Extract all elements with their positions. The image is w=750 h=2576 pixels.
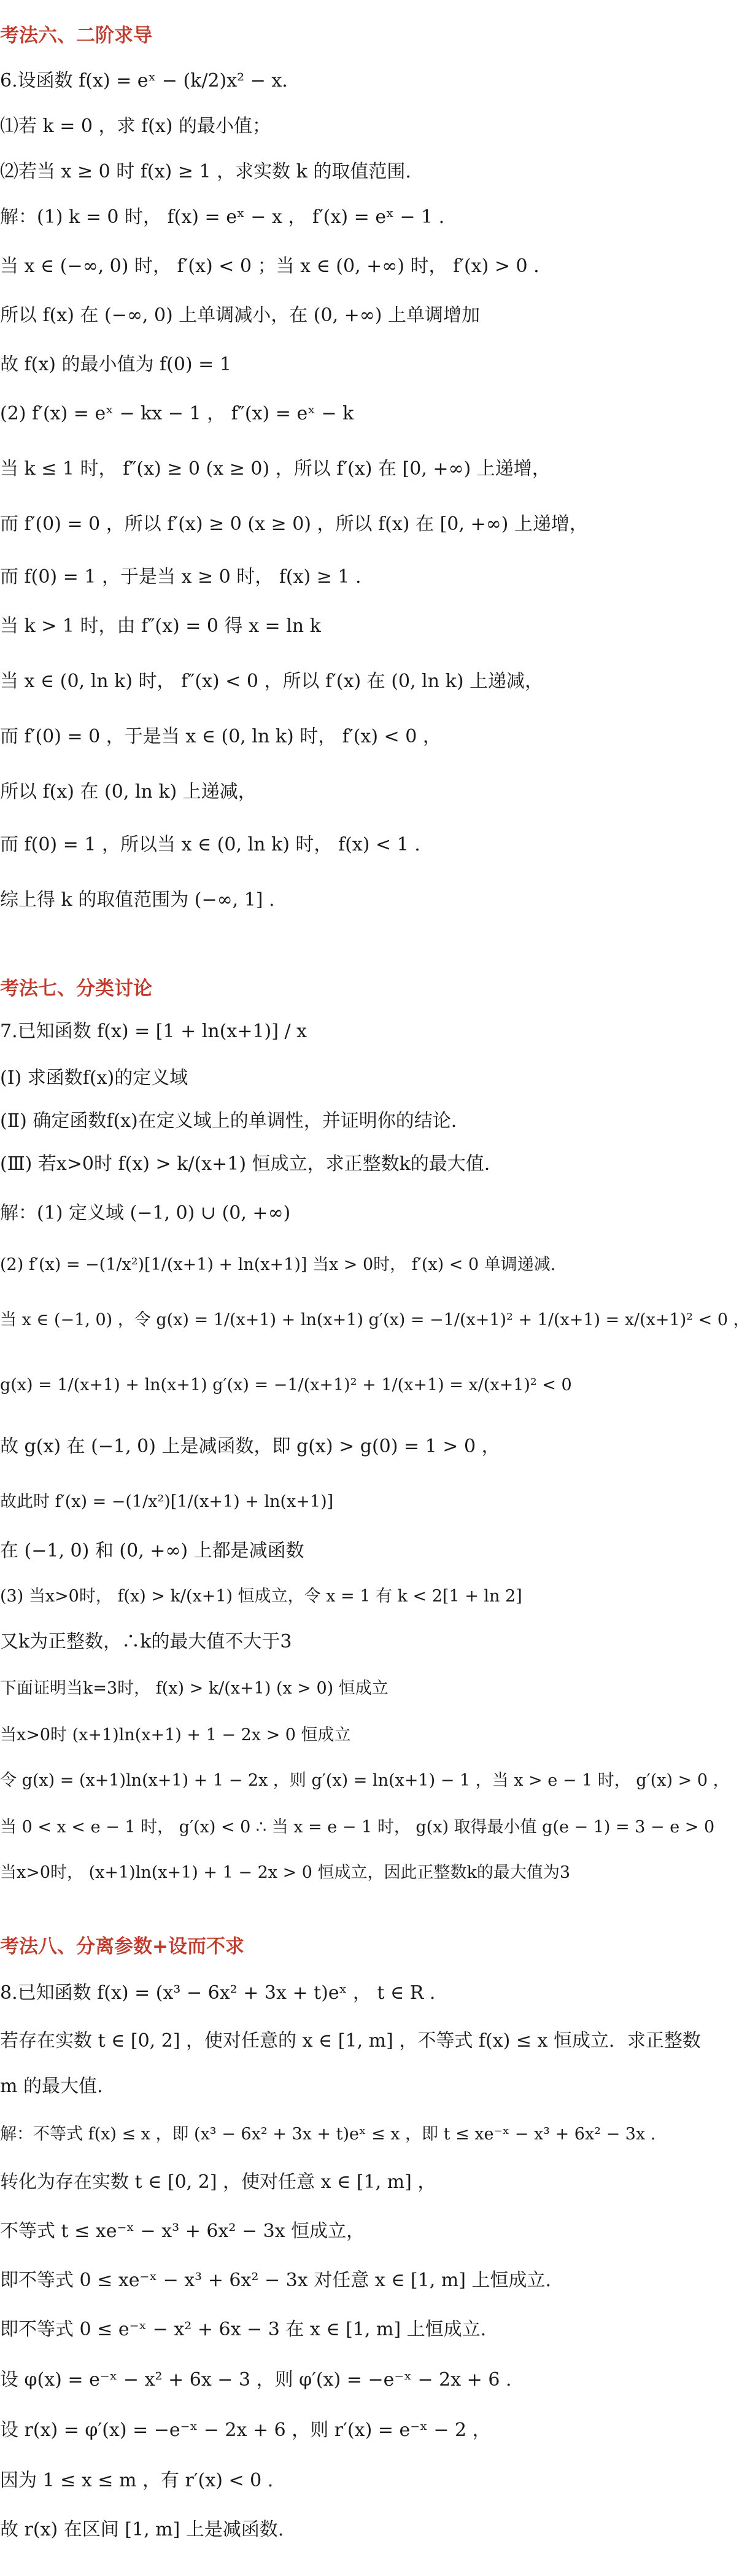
problem-line: (Ⅰ) 求函数f(x)的定义域 bbox=[0, 1067, 188, 1089]
problem-line: m 的最大值. bbox=[0, 2076, 103, 2097]
solution-line: 不等式 t ≤ xe⁻ˣ − x³ + 6x² − 3x 恒成立， bbox=[0, 2220, 365, 2242]
solution-line: 所以 f(x) 在 (−∞, 0) 上单调减小，在 (0, +∞) 上单调增加 bbox=[0, 305, 481, 326]
solution-line: 解：不等式 f(x) ≤ x ，即 (x³ − 6x² + 3x + t)eˣ ≤ x ，即 t ≤ xe⁻ˣ − x³ + 6x² − 3x . bbox=[0, 2125, 656, 2144]
problem-line: 6.设函数 f(x) = eˣ − (k/2)x² − x． bbox=[0, 70, 301, 91]
solution-line: (3) 当x>0时， f(x) > k/(x+1) 恒成立，令 x = 1 有 k < 2[1 + ln 2] bbox=[0, 1587, 522, 1606]
problem-line: ⑵若当 x ≥ 0 时 f(x) ≥ 1 ，求实数 k 的取值范围. bbox=[0, 161, 411, 182]
solution-line: 因为 1 ≤ x ≤ m ，有 r′(x) < 0 . bbox=[0, 2470, 274, 2491]
solution-line: 即不等式 0 ≤ xe⁻ˣ − x³ + 6x² − 3x 对任意 x ∈ [1, m] 上恒成立. bbox=[0, 2270, 552, 2291]
section-heading-7: 考法七、分类讨论 bbox=[0, 978, 152, 1000]
solution-line: 故 r(x) 在区间 [1, m] 上是减函数. bbox=[0, 2519, 284, 2540]
solution-line: 即不等式 0 ≤ e⁻ˣ − x² + 6x − 3 在 x ∈ [1, m] 上恒成立. bbox=[0, 2319, 487, 2340]
solution-line: 而 f(0) = 1 ，所以当 x ∈ (0, ln k) 时， f(x) < 1 . bbox=[0, 834, 420, 855]
solution-line: (2) f′(x) = −(1/x²)[1/(x+1) + ln(x+1)] 当x > 0时， f′(x) < 0 单调递减. bbox=[0, 1255, 556, 1274]
solution-line: (2) f′(x) = eˣ − kx − 1 ， f″(x) = eˣ − k bbox=[0, 403, 354, 424]
solution-line: 所以 f(x) 在 (0, ln k) 上递减， bbox=[0, 781, 257, 803]
solution-line: 解：(1) k = 0 时， f(x) = eˣ − x ， f′(x) = eˣ − 1 . bbox=[0, 206, 445, 228]
solution-line: 故 f(x) 的最小值为 f(0) = 1 bbox=[0, 354, 231, 375]
problem-line: (Ⅲ) 若x>0时 f(x) > k/(x+1) 恒成立，求正整数k的最大值. bbox=[0, 1153, 490, 1175]
problem-line: ⑴若 k = 0 ，求 f(x) 的最小值； bbox=[0, 115, 271, 137]
solution-line: 当 x ∈ (0, ln k) 时， f″(x) < 0 ，所以 f′(x) 在 (0, ln k) 上递减， bbox=[0, 671, 544, 692]
problem-line: 若存在实数 t ∈ [0, 2] ，使对任意的 x ∈ [1, m] ，不等式 f(x) ≤ x 恒成立．求正整数 bbox=[0, 2030, 701, 2052]
solution-line: 而 f′(0) = 0 ，所以 f′(x) ≥ 0 (x ≥ 0) ，所以 f(x) 在 [0, +∞) 上递增， bbox=[0, 513, 588, 535]
solution-line: g(x) = 1/(x+1) + ln(x+1) g′(x) = −1/(x+1)² + 1/(x+1) = x/(x+1)² < 0 bbox=[0, 1376, 572, 1395]
solution-line: 又k为正整数，∴k的最大值不大于3 bbox=[0, 1631, 292, 1652]
solution-line: 转化为存在实数 t ∈ [0, 2] ，使对任意 x ∈ [1, m] ， bbox=[0, 2171, 436, 2193]
solution-line: 当 k ≤ 1 时， f″(x) ≥ 0 (x ≥ 0) ，所以 f′(x) 在 [0, +∞) 上递增， bbox=[0, 458, 551, 480]
solution-line: 设 φ(x) = e⁻ˣ − x² + 6x − 3 ，则 φ′(x) = −e⁻ˣ − 2x + 6 . bbox=[0, 2369, 512, 2391]
solution-line: 故此时 f′(x) = −(1/x²)[1/(x+1) + ln(x+1)] bbox=[0, 1492, 334, 1511]
solution-line: 解：(1) 定义域 (−1, 0) ∪ (0, +∞) bbox=[0, 1202, 291, 1224]
solution-line: 故 g(x) 在 (−1, 0) 上是减函数，即 g(x) > g(0) = 1 > 0 ， bbox=[0, 1436, 500, 1457]
solution-line: 而 f(0) = 1 ，于是当 x ≥ 0 时， f(x) ≥ 1 . bbox=[0, 566, 361, 588]
solution-line: 当x>0时 (x+1)ln(x+1) + 1 − 2x > 0 恒成立 bbox=[0, 1726, 351, 1745]
solution-line: 当x>0时， (x+1)ln(x+1) + 1 − 2x > 0 恒成立，因此正整数k的最大值为3 bbox=[0, 1863, 571, 1882]
section-heading-6: 考法六、二阶求导 bbox=[0, 25, 152, 47]
solution-line: 令 g(x) = (x+1)ln(x+1) + 1 − 2x ，则 g′(x) = ln(x+1) − 1 ，当 x > e − 1 时， g′(x) > 0 ， bbox=[0, 1771, 730, 1790]
solution-line: 当 0 < x < e − 1 时， g′(x) < 0 ∴ 当 x = e − 1 时， g(x) 取得最小值 g(e − 1) = 3 − e > 0 bbox=[0, 1818, 715, 1837]
solution-line: 在 (−1, 0) 和 (0, +∞) 上都是减函数 bbox=[0, 1540, 304, 1562]
problem-line: (Ⅱ) 确定函数f(x)在定义域上的单调性，并证明你的结论. bbox=[0, 1110, 457, 1132]
problem-line: 8.已知函数 f(x) = (x³ − 6x² + 3x + t)eˣ ， t ∈ R . bbox=[0, 1982, 436, 2004]
problem-line: 7.已知函数 f(x) = [1 + ln(x+1)] / x bbox=[0, 1021, 307, 1042]
solution-line: 当 k > 1 时，由 f″(x) = 0 得 x = ln k bbox=[0, 615, 321, 637]
solution-line: 下面证明当k=3时， f(x) > k/(x+1) (x > 0) 恒成立 bbox=[0, 1679, 389, 1698]
solution-line: 综上得 k 的取值范围为 (−∞, 1] . bbox=[0, 889, 275, 911]
solution-line: 当 x ∈ (−1, 0) ，令 g(x) = 1/(x+1) + ln(x+1) g′(x) = −1/(x+1)² + 1/(x+1) = x/(x+1)² < 0 ， bbox=[0, 1310, 750, 1329]
section-heading-8: 考法八、分离参数+设而不求 bbox=[0, 1936, 244, 1958]
solution-line: 而 f′(0) = 0 ，于是当 x ∈ (0, ln k) 时， f′(x) < 0 ， bbox=[0, 726, 441, 747]
solution-line: 设 r(x) = φ′(x) = −e⁻ˣ − 2x + 6 ，则 r′(x) = e⁻ˣ − 2 ， bbox=[0, 2419, 491, 2441]
solution-line: 当 x ∈ (−∞, 0) 时， f′(x) < 0 ；当 x ∈ (0, +∞) 时， f′(x) > 0 . bbox=[0, 255, 539, 277]
